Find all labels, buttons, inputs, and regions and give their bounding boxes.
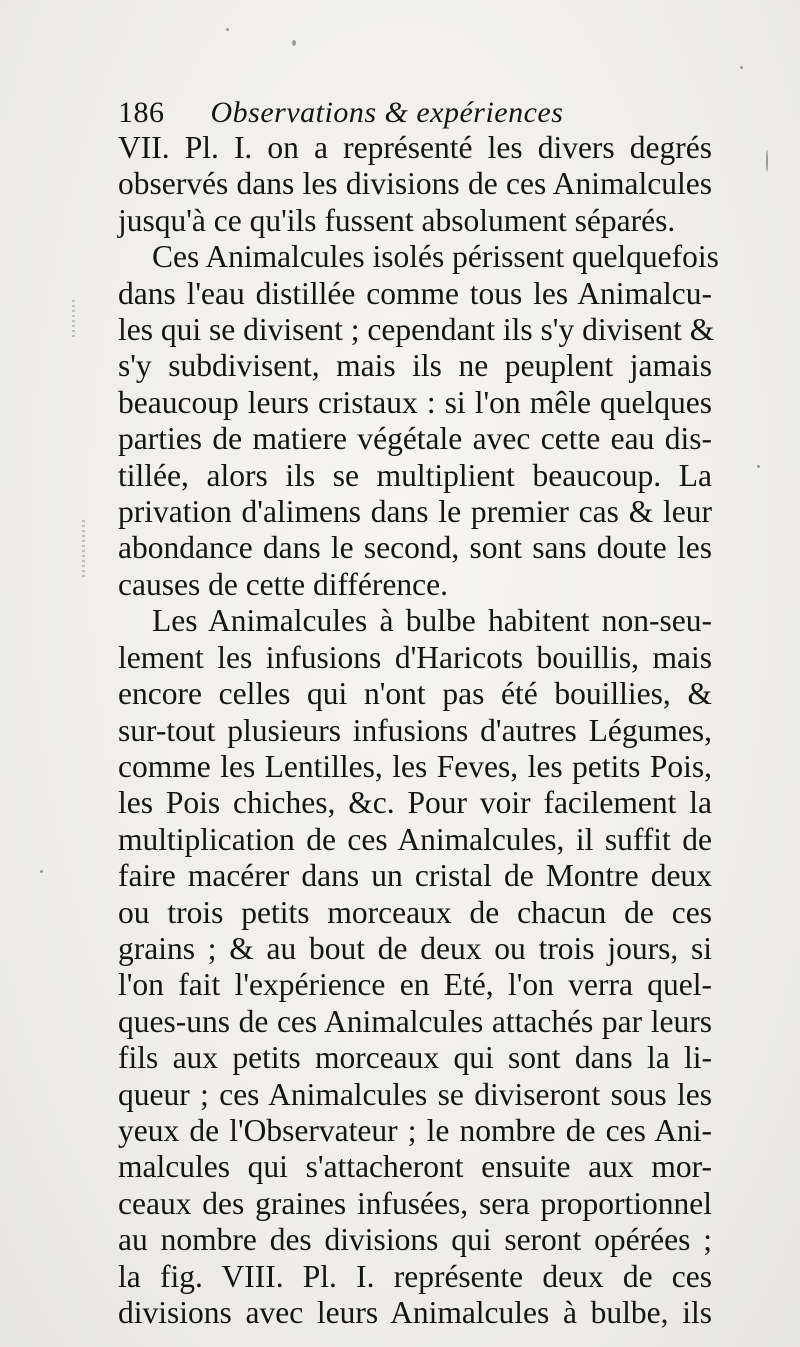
paper-speck [226, 28, 229, 31]
text-line: parties de matiere végétale avec cette eau dis- [118, 421, 712, 457]
text-line: abondance dans le second, sont sans doute les [118, 530, 712, 566]
running-header [118, 96, 718, 130]
text-line: fils aux petits morceaux qui sont dans la li- [118, 1040, 712, 1076]
text-line: s'y subdivisent, mais ils ne peuplent jamais [118, 348, 712, 384]
text-line: ou trois petits morceaux de chacun de ces [118, 894, 712, 930]
text-line: tillée, alors ils se multiplient beaucoup. La [118, 457, 712, 493]
paper-speck [292, 40, 296, 46]
text-line: faire macérer dans un cristal de Montre deux [118, 858, 712, 894]
text-line: ceaux des graines infusées, sera proportionnel [118, 1185, 712, 1221]
text-line: ques-uns de ces Animalcules attachés par leurs [118, 1003, 712, 1039]
text-line: malcules qui s'attacheront ensuite aux mor- [118, 1149, 712, 1185]
paper-speck [757, 465, 760, 468]
running-title: Observations & expériences [210, 96, 564, 129]
text-line: sur-tout plusieurs infusions d'autres Légumes, [118, 712, 712, 748]
text-line: lement les infusions d'Haricots bouillis, mais [118, 639, 712, 675]
text-line: encore celles qui n'ont pas été bouillies, & [118, 676, 712, 712]
paper-speck [766, 150, 768, 172]
text-line: causes de cette différence. [118, 566, 448, 602]
body-text [118, 130, 719, 1331]
text-line: Les Animalcules à bulbe habitent non-seu- [152, 603, 712, 639]
text-line: yeux de l'Observateur ; le nombre de ces Ani- [118, 1112, 712, 1148]
text-line: divisions avec leurs Animalcules à bulbe, ils [118, 1295, 712, 1330]
paper-speck [740, 66, 743, 69]
text-line: jusqu'à ce qu'ils fussent absolument séparés. [118, 202, 676, 238]
text-line: les Pois chiches, &c. Pour voir facilement la [118, 785, 712, 821]
text-line: l'on fait l'expérience en Eté, l'on verra quel- [118, 967, 712, 1003]
text-line: la fig. VIII. Pl. I. représente deux de ces [118, 1258, 712, 1294]
paper-speck [40, 870, 43, 873]
binding-mark [82, 520, 85, 580]
text-line: privation d'alimens dans le premier cas & leur [118, 494, 712, 530]
text-line: Ces Animalcules isolés périssent quelquefois [152, 239, 719, 275]
text-line: beaucoup leurs cristaux : si l'on mêle quelques [118, 384, 712, 420]
text-line: grains ; & au bout de deux ou trois jours, si [118, 930, 712, 966]
text-line: comme les Lentilles, les Feves, les petits Pois, [118, 748, 712, 784]
page-number: 186 [118, 96, 165, 129]
text-line: les qui se divisent ; cependant ils s'y divisent & [118, 312, 715, 348]
text-line: VII. Pl. I. on a représenté les divers degrés [118, 130, 712, 165]
text-line: dans l'eau distillée comme tous les Animalcu- [118, 275, 712, 311]
text-line: multiplication de ces Animalcules, il suffit de [118, 821, 712, 857]
text-line: queur ; ces Animalcules se diviseront sous les [118, 1076, 712, 1112]
text-line: au nombre des divisions qui seront opérées ; [118, 1222, 712, 1258]
binding-mark [72, 300, 75, 340]
text-line: observés dans les divisions de ces Animalcules [118, 166, 712, 202]
